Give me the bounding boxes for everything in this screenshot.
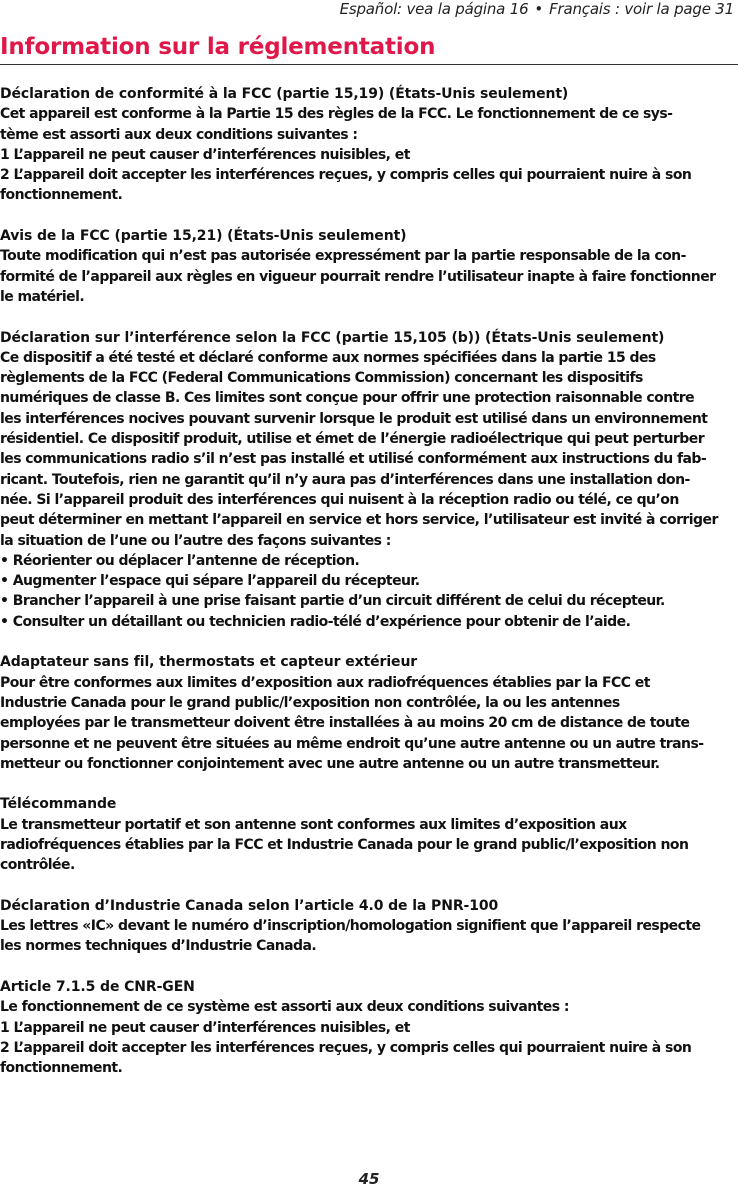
section-line: • Brancher l’appareil à une prise faisant partie d’un circuit différent de celui du récepteur. — [0, 593, 665, 610]
page-title: Information sur la réglementation — [0, 34, 436, 60]
section-line: 2 L’appareil doit accepter les interférences reçues, y compris celles qui pourraient nuire à son — [0, 1039, 692, 1056]
section-line: les communications radio s’il n’est pas installé et utilisé conformément aux instructions du fab- — [0, 451, 707, 468]
section-line: metteur ou fonctionner conjointement avec une autre antenne ou un autre transmetteur. — [0, 755, 660, 772]
section-line: numériques de classe B. Ces limites sont conçue pour offrir une protection raisonnable contre — [0, 390, 695, 407]
section-line: née. Si l’appareil produit des interférences qui nuisent à la réception radio ou télé, ce qu’on — [0, 491, 679, 508]
section-line: résidentiel. Ce dispositif produit, utilise et émet de l’énergie radioélectrique qui peut perturber — [0, 431, 705, 448]
section-line: formité de l’appareil aux règles en vigueur pourrait rendre l’utilisateur inapte à faire fonctionner — [0, 268, 716, 285]
section-line: Les lettres «IC» devant le numéro d’inscription/homologation signifient que l’appareil respecte — [0, 918, 701, 935]
section-heading: Déclaration de conformité à la FCC (partie 15,19) (États-Unis seulement) — [0, 86, 569, 102]
section-line: Cet appareil est conforme à la Partie 15 des règles de la FCC. Le fonctionnement de ce sys- — [0, 106, 673, 123]
section-line: fonctionnement. — [0, 187, 123, 204]
section — [0, 652, 738, 774]
section-line: la situation de l’une ou l’autre des façons suivantes : — [0, 532, 391, 549]
section-line: Toute modification qui n’est pas autorisée expressément par la partie responsable de la con- — [0, 248, 686, 265]
section-line: 1 L’appareil ne peut causer d’interférences nuisibles, et — [0, 146, 410, 163]
section-line: fonctionnement. — [0, 1060, 123, 1077]
section-line: • Réorienter ou déplacer l’antenne de réception. — [0, 552, 360, 569]
document-body — [0, 84, 738, 1099]
section-line: Industrie Canada pour le grand public/l’exposition non contrôlée, la ou les antennes — [0, 694, 620, 711]
section-line: • Consulter un détaillant ou technicien radio-télé d’expérience pour obtenir de l’aide. — [0, 613, 631, 630]
section-line: Le fonctionnement de ce système est assorti aux deux conditions suivantes : — [0, 999, 569, 1016]
section-heading: Article 7.1.5 de CNR-GEN — [0, 979, 195, 996]
section — [0, 84, 738, 206]
section-line: contrôlée. — [0, 857, 75, 874]
section-line: ricant. Toutefois, rien ne garantit qu’il n’y aura pas d’interférences dans une installation don- — [0, 471, 690, 488]
section-heading: Déclaration sur l’interférence selon la FCC (partie 15,105 (b)) (États-Unis seulement) — [0, 329, 665, 346]
section-heading: Avis de la FCC (partie 15,21) (États-Unis seulement) — [0, 228, 407, 245]
section-line: Ce dispositif a été testé et déclaré conforme aux normes spécifiées dans la partie 15 des — [0, 349, 656, 366]
section-heading: Télécommande — [0, 796, 117, 813]
section-line: le matériel. — [0, 288, 85, 305]
section-heading: Déclaration d’Industrie Canada selon l’article 4.0 de la PNR-100 — [0, 897, 499, 914]
section-heading: Adaptateur sans fil, thermostats et capteur extérieur — [0, 654, 418, 671]
language-nav — [340, 0, 734, 18]
section — [0, 226, 738, 307]
section-line: radiofréquences établies par la FCC et Industrie Canada pour le grand public/l’exposition non — [0, 836, 689, 853]
section — [0, 896, 738, 957]
section-line: • Augmenter l’espace qui sépare l’appareil du récepteur. — [0, 573, 420, 590]
section — [0, 977, 738, 1078]
lang-es-link[interactable]: Español: vea la página 16 — [339, 0, 529, 18]
section-line: Pour être conformes aux limites d’exposition aux radiofréquences établies par la FCC et — [0, 674, 650, 691]
section-line: personne et ne peuvent être situées au même endroit qu’une autre antenne ou un autre trans- — [0, 735, 704, 752]
section — [0, 794, 738, 875]
section-line: règlements de la FCC (Federal Communications Commission) concernant les dispositifs — [0, 370, 643, 387]
lang-fr-link[interactable]: Français : voir la page 31 — [549, 0, 734, 18]
section-line: peut déterminer en mettant l’appareil en service et hors service, l’utilisateur est invité à corriger — [0, 512, 718, 529]
section-line: employées par le transmetteur doivent être installées à au moins 20 cm de distance de toute — [0, 715, 690, 732]
section — [0, 328, 738, 632]
section-line: 1 L’appareil ne peut causer d’interférences nuisibles, et — [0, 1019, 410, 1036]
section-line: les normes techniques d’Industrie Canada. — [0, 938, 317, 955]
section-line: 2 L’appareil doit accepter les interférences reçues, y compris celles qui pourraient nuire à son — [0, 167, 692, 184]
section-line: Le transmetteur portatif et son antenne sont conformes aux limites d’exposition aux — [0, 816, 627, 833]
section-line: tème est assorti aux deux conditions suivantes : — [0, 126, 358, 143]
page-number: 45 — [358, 1170, 380, 1188]
title-divider — [0, 64, 738, 65]
section-line: les interférences nocives pouvant survenir lorsque le produit est utilisé dans un environnement — [0, 410, 708, 427]
nav-separator: • — [534, 0, 544, 18]
